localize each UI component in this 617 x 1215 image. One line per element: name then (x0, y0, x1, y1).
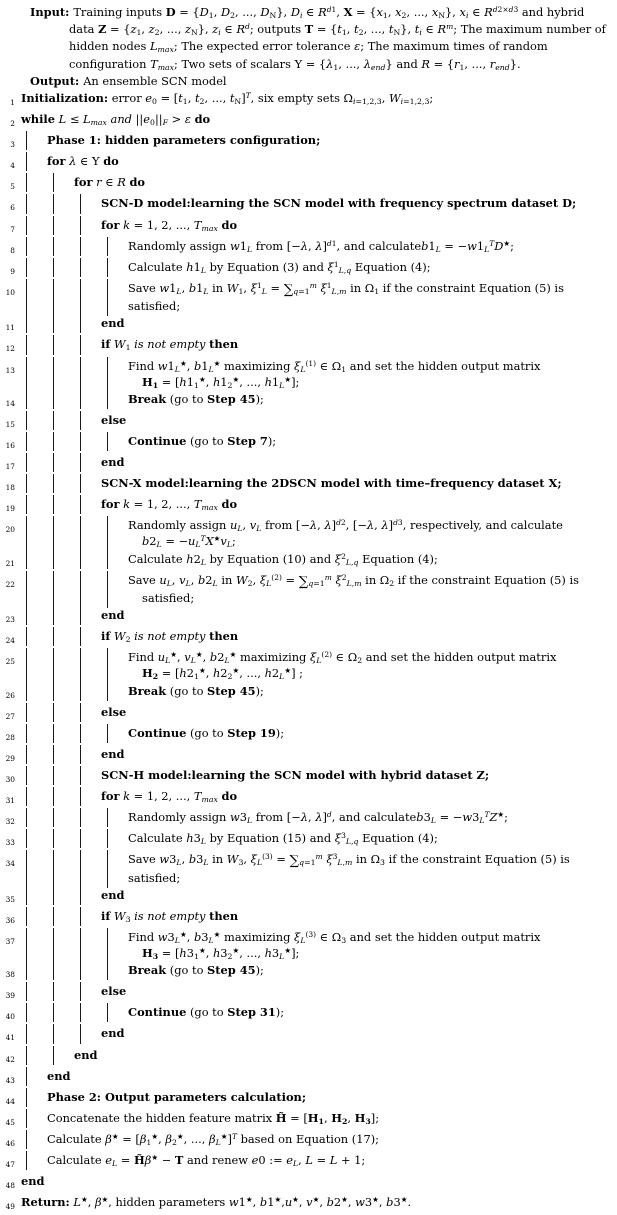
step-text: Save $w1_L$, $b1_L$ in $W_1$, $\xi^1_L = \sum_{q=1}^m$ $\xi^1_{L,m}$ in $\Omega_1$ if the constraint Equation (5) is satisfied; (128, 280, 564, 314)
line-content (18, 153, 617, 170)
step-text: for λ ∈ Y do (47, 154, 119, 169)
line-number: 38 (5, 970, 15, 980)
step-text: $H_1 = [h1_1^★$, $h1_2^★$, ..., $h1_L^★$]; (142, 374, 300, 390)
line-content (18, 1089, 617, 1106)
line-number: 42 (5, 1054, 15, 1064)
step-text: Initialization: error $e_0 = [t_1$, $t_2$, ..., $t_N]^T$, six empty sets $\Omega_{i=1,2,3}$, $W_{i=1,2,3}$; (21, 91, 434, 107)
output-row (4, 73, 613, 90)
line-number: 34 (5, 859, 15, 869)
line-content (18, 908, 617, 925)
algorithm-line (0, 908, 617, 929)
algorithm-line (0, 259, 617, 280)
line-number: 29 (5, 753, 15, 763)
step-text: end (21, 1174, 45, 1189)
line-number: 43 (5, 1075, 15, 1085)
line-number: 5 (10, 182, 15, 192)
step-text: end (101, 746, 125, 761)
algorithm-line (0, 132, 617, 153)
line-number: 36 (5, 915, 15, 925)
line-content (18, 809, 617, 826)
line-number: 10 (5, 287, 15, 297)
line-number: 30 (5, 774, 15, 784)
line-number: 45 (5, 1117, 15, 1127)
line-content (18, 1110, 617, 1127)
step-text: end (101, 887, 125, 902)
line-number: 7 (10, 224, 15, 234)
step-text: Continue (go to Step 7); (128, 433, 277, 448)
algorithm-line (0, 830, 617, 851)
line-number: 25 (5, 657, 15, 667)
algorithm-line (0, 496, 617, 517)
line-content (18, 454, 617, 471)
step-text: else (101, 412, 127, 427)
algorithm-line (0, 1131, 617, 1152)
line-content (18, 391, 617, 408)
input-text-line-4: configuration $T_{max}$; Two sets of scalars $Y = \{\lambda_1$, ..., $\lambda_{end}$} and $R = \{r_1$, ..., $r_{end}$}. (69, 56, 521, 72)
algorithm-line (0, 90, 617, 111)
line-content (18, 767, 617, 784)
algorithm-line (0, 607, 617, 628)
line-content (18, 704, 617, 721)
line-content (18, 830, 617, 847)
step-text: end (101, 455, 125, 470)
line-number: 27 (5, 711, 15, 721)
step-text: $b2_L = -u_L^TX^★v_L$; (142, 534, 236, 550)
algorithm-line (0, 517, 617, 550)
step-text: Continue (go to Step 19); (128, 725, 285, 740)
step-text: if $W_1$ is not empty then (101, 337, 239, 353)
line-number: 33 (5, 838, 15, 848)
algorithm-line (0, 962, 617, 983)
step-text: else (101, 704, 127, 719)
algorithm-line (0, 788, 617, 809)
line-number: 9 (10, 266, 15, 276)
line-content (18, 280, 617, 316)
line-number: 4 (10, 161, 15, 171)
line-number: 32 (5, 817, 15, 827)
algorithm-line (0, 238, 617, 259)
algorithm-line (0, 572, 617, 608)
step-text: Break (go to Step 45); (128, 683, 264, 698)
algorithm-line (0, 358, 617, 391)
line-number: 40 (5, 1012, 15, 1022)
algorithm-line (0, 809, 617, 830)
algorithm-header (0, 0, 617, 90)
algorithm-line (0, 280, 617, 316)
line-number: 13 (5, 365, 15, 375)
algorithm-line (0, 649, 617, 682)
line-content (18, 725, 617, 742)
algorithm-line (0, 1068, 617, 1089)
line-content (18, 217, 617, 234)
line-content (18, 746, 617, 763)
line-content (18, 433, 617, 450)
line-content (18, 628, 617, 645)
step-text: Phase 2: Output parameters calculation; (47, 1089, 307, 1104)
line-content (18, 336, 617, 353)
step-text: Calculate $h3_L$ by Equation (15) and $\xi^3_{L,q}$ Equation (4); (128, 831, 438, 847)
step-text: SCN-H model:learning the SCN model with hybrid dataset Z; (101, 767, 490, 782)
algorithm-line (0, 1110, 617, 1131)
line-content (18, 1194, 617, 1211)
algorithm-line (0, 683, 617, 704)
line-number: 17 (5, 462, 15, 472)
algorithm-line (0, 153, 617, 174)
line-number: 11 (5, 323, 15, 333)
algorithm-line (0, 315, 617, 336)
line-number: 24 (5, 636, 15, 646)
input-text-line-3: hidden nodes $L_{max}$; The expected error tolerance ε; The maximum times of random (69, 39, 548, 55)
step-text: $H_3 = [h3_1^★$, $h3_2^★$, ..., $h3_L^★$]; (142, 946, 300, 962)
input-text-line-2: data $Z = \{z_1$, $z_2$, ..., $z_N$}, $z_i$ ∈ $R^d$; outputs $T = \{t_1$, $t_2$, ..., $t_N$}, $t_i$ ∈ $R^m$; The maximum number of (69, 22, 606, 38)
step-text: satisfied; (142, 591, 195, 606)
step-text: Find $w3_L^★$, $b3_L^★$ maximizing $\xi_L^{(3)}$ ∈ $\Omega_3$ and set the hidden output matrix (128, 929, 541, 946)
step-text: for k = 1, 2, ..., $T_{max}$ do (101, 217, 238, 233)
line-content (18, 132, 617, 149)
line-content (18, 887, 617, 904)
line-content (18, 259, 617, 276)
step-text: Find $u_L^★$, $v_L^★$, $b2_L^★$ maximizing $\xi_L^{(2)}$ ∈ $\Omega_2$ and set the hidden output matrix (128, 650, 557, 666)
line-content (18, 962, 617, 979)
line-number: 44 (5, 1096, 15, 1106)
algorithm-line (0, 412, 617, 433)
line-number: 48 (5, 1181, 15, 1191)
line-content (18, 1068, 617, 1085)
algorithm-line (0, 1004, 617, 1025)
step-text: if $W_3$ is not empty then (101, 908, 239, 925)
algorithm-line (0, 111, 617, 132)
algorithm-line (0, 433, 617, 454)
algorithm-line (0, 983, 617, 1004)
step-text: else (101, 984, 127, 999)
line-content (18, 238, 617, 255)
line-number: 31 (5, 795, 15, 805)
algorithm-line (0, 1173, 617, 1194)
step-text: for k = 1, 2, ..., $T_{max}$ do (101, 497, 238, 513)
line-number: 47 (5, 1160, 15, 1170)
line-content (18, 929, 617, 962)
line-number: 26 (5, 690, 15, 700)
line-content (18, 1152, 617, 1169)
line-number: 19 (5, 504, 15, 514)
line-number: 15 (5, 419, 15, 429)
line-content (18, 496, 617, 513)
step-text: Continue (go to Step 31); (128, 1005, 285, 1020)
step-text: end (101, 608, 125, 623)
algorithm-line (0, 929, 617, 962)
line-number: 1 (10, 98, 15, 108)
step-text: for k = 1, 2, ..., $T_{max}$ do (101, 788, 238, 805)
line-content (18, 358, 617, 391)
step-text: end (47, 1068, 71, 1083)
step-text: Calculate $h1_L$ by Equation (3) and $\xi^1_{L,q}$ Equation (4); (128, 259, 431, 275)
line-number: 49 (5, 1202, 15, 1212)
line-content (18, 1004, 617, 1021)
line-content (18, 1131, 617, 1148)
step-text: Save $u_L$, $v_L$, $b2_L$ in $W_2$, $\xi_L^{(2)} = \sum_{q=1}^m$ $\xi^2_{L,m}$ in $\Omega_2$ if the constraint Equation (5) is (128, 572, 579, 589)
step-text: Find $w1_L^★$, $b1_L^★$ maximizing $\xi_L^{(1)}$ ∈ $\Omega_1$ and set the hidden output matrix (128, 358, 541, 374)
step-text: if $W_2$ is not empty then (101, 629, 239, 645)
line-content (18, 851, 617, 887)
input-text-line-1: Training inputs $D = \{D_1$, $D_2$, ..., $D_N$}, $D_i$ ∈ $R^{d1}$, $X = \{x_1$, $x_2$, ..., $x_N$}, $x_i$ ∈ $R^{d2\times d3}$ and hybrid (73, 5, 585, 21)
line-number: 20 (5, 525, 15, 535)
algorithm-line (0, 195, 617, 216)
algorithm-line (0, 174, 617, 195)
step-text: end (101, 316, 125, 331)
line-number: 21 (5, 558, 15, 568)
line-number: 8 (10, 245, 15, 255)
algorithm-line (0, 454, 617, 475)
algorithm-line (0, 1047, 617, 1068)
line-number: 14 (5, 398, 15, 408)
step-text: $H_2 = [h2_1^★$, $h2_2^★$, ..., $h2_L^★$] ; (142, 666, 303, 682)
line-number: 12 (5, 344, 15, 354)
line-number: 2 (10, 119, 15, 129)
line-content (18, 1025, 617, 1042)
line-content (18, 607, 617, 624)
algorithm-line (0, 887, 617, 908)
algorithm-line (0, 1089, 617, 1110)
line-content (18, 683, 617, 700)
line-content (18, 90, 617, 107)
algorithm-line (0, 1152, 617, 1173)
algorithm-line (0, 704, 617, 725)
step-text: Calculate $e_L$ = H̃β★ − T and renew e0 := $e_L$, L = L + 1; (47, 1153, 366, 1169)
step-text: Phase 1: hidden parameters configuration; (47, 133, 321, 148)
line-content (18, 551, 617, 568)
algorithm-line (0, 391, 617, 412)
line-content (18, 195, 617, 212)
step-text: Break (go to Step 45); (128, 391, 264, 406)
line-number: 39 (5, 991, 15, 1001)
line-content (18, 788, 617, 805)
algorithm-line (0, 336, 617, 357)
line-content (18, 649, 617, 682)
step-text: Randomly assign $w3_L$ from [−λ, λ]$^d$, and $calculateb3_L = -w3_L^TZ^★$; (128, 810, 508, 826)
step-text: while $L \le L_{max}$ and $||e_0||_F > \varepsilon$ do (21, 112, 211, 128)
algorithm-line (0, 217, 617, 238)
line-number: 46 (5, 1138, 15, 1148)
line-content (18, 174, 617, 191)
line-content (18, 475, 617, 492)
step-text: for r ∈ R do (74, 175, 146, 190)
line-content (18, 315, 617, 332)
line-content (18, 412, 617, 429)
algorithm-line (0, 1194, 617, 1215)
step-text: SCN-D model:learning the SCN model with frequency spectrum dataset D; (101, 196, 577, 211)
line-number: 6 (10, 203, 15, 213)
algorithm-line (0, 1025, 617, 1046)
step-text: Return: L★, β★, hidden parameters w1★, b1★,u★, v★, b2★, w3★, b3★. (21, 1195, 412, 1210)
output-label: Output: (30, 73, 80, 88)
step-text: Calculate $h2_L$ by Equation (10) and $\xi^2_{L,q}$ Equation (4); (128, 551, 438, 567)
line-content (18, 517, 617, 550)
algorithm-line (0, 725, 617, 746)
line-number: 23 (5, 615, 15, 625)
algorithm-line (0, 551, 617, 572)
line-number: 22 (5, 579, 15, 589)
step-text: Randomly assign $w1_L$ from [−λ, λ]$^{d1}$, and $calculateb1_L = -w1_L^TD^★$; (128, 238, 515, 254)
algorithm-line (0, 746, 617, 767)
line-number: 35 (5, 894, 15, 904)
output-text: An ensemble SCN model (83, 73, 227, 88)
step-text: SCN-X model:learning the 2DSCN model with time–frequency dataset X; (101, 476, 562, 491)
algorithm-line (0, 767, 617, 788)
line-content (18, 572, 617, 608)
step-text: end (74, 1047, 98, 1062)
step-text: Concatenate the hidden feature matrix H̃ = [$H_1$, $H_2$, $H_3$]; (47, 1110, 380, 1126)
line-content (18, 111, 617, 128)
line-number: 28 (5, 732, 15, 742)
line-number: 16 (5, 440, 15, 450)
line-number: 41 (5, 1033, 15, 1043)
input-row (4, 4, 613, 21)
step-text: Calculate $\beta^★ = [\beta_1^★$, $\beta_2^★$, ..., $\beta_L^★]^T$ based on Equation (17); (47, 1131, 379, 1148)
line-content (18, 1173, 617, 1190)
step-text: Save $w3_L$, $b3_L$ in $W_3$, $\xi_L^{(3)} = \sum_{q=1}^m$ $\xi^3_{L,m}$ in $\Omega_3$ if the constraint Equation (5) is satisfied; (128, 852, 570, 885)
line-content (18, 1047, 617, 1064)
algorithm-line (0, 851, 617, 887)
algorithm-line (0, 628, 617, 649)
line-number: 18 (5, 483, 15, 493)
line-content (18, 983, 617, 1000)
step-text: end (101, 1026, 125, 1041)
step-text: Randomly assign $u_L$, $v_L$ from [−λ, λ]$^{d2}$, [−λ, λ]$^{d3}$, respectively, and calculate (128, 518, 563, 534)
input-label: Input: (30, 5, 70, 19)
line-number: 3 (10, 140, 15, 150)
algorithm-line (0, 475, 617, 496)
line-number: 37 (5, 936, 15, 946)
step-text: Break (go to Step 45); (128, 963, 264, 978)
